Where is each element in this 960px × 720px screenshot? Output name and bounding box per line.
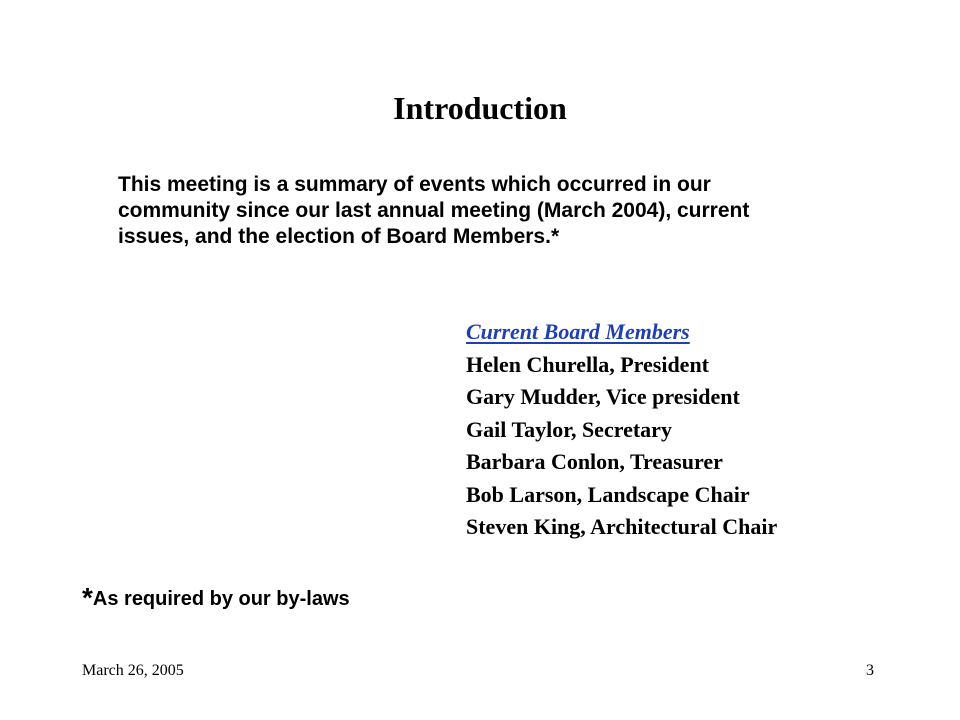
intro-paragraph: [118, 172, 838, 250]
board-member-landscape-chair: Bob Larson, Landscape Chair: [466, 481, 750, 507]
slide-title: Introduction: [393, 90, 567, 126]
intro-line-3: issues, and the election of Board Members.*: [118, 225, 560, 248]
board-members-list: [466, 349, 777, 544]
board-member-architectural-chair: Steven King, Architectural Chair: [466, 514, 778, 539]
board-members-section: [466, 316, 777, 544]
board-member-secretary: Gail Taylor, Secretary: [466, 416, 672, 442]
intro-line-2: community since our last annual meeting (March 2004), current: [118, 199, 750, 222]
board-member-treasurer: Barbara Conlon, Treasurer: [466, 449, 723, 474]
footer-date: March 26, 2005: [82, 662, 184, 679]
footnote-text: As required by our by-laws: [92, 588, 350, 610]
page-number: 3: [866, 662, 874, 679]
board-member-vice-president: Gary Mudder, Vice president: [466, 384, 740, 409]
intro-line-1: This meeting is a summary of events which occurred in our: [118, 173, 711, 196]
footnote: [82, 582, 350, 614]
footnote-marker: *: [82, 582, 93, 613]
board-members-link[interactable]: Current Board Members: [466, 319, 690, 344]
board-member-president: Helen Churella, President: [466, 351, 710, 377]
